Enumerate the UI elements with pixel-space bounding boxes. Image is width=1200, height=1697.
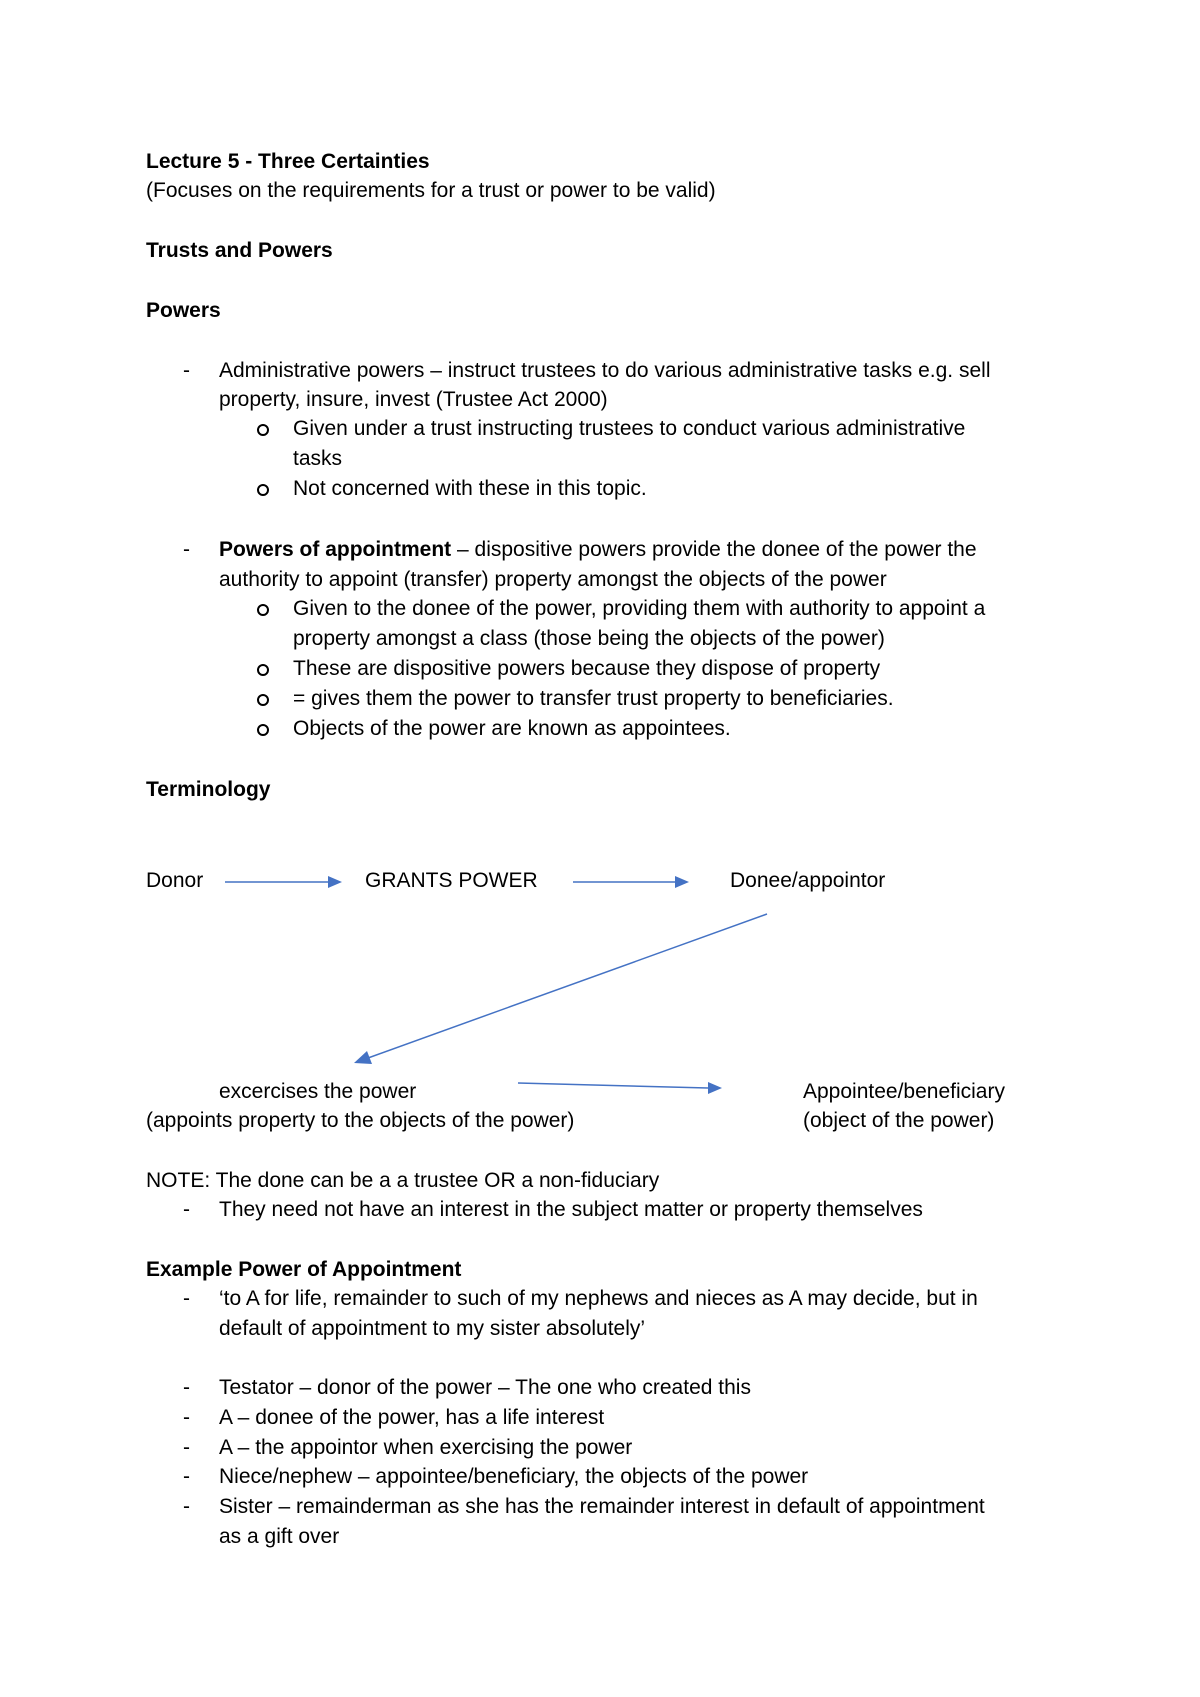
dash-bullet: - <box>183 1465 190 1488</box>
example-item-sister-line2: as a gift over <box>219 1525 340 1548</box>
example-item-niece-nephew: Niece/nephew – appointee/beneficiary, the objects of the power <box>219 1465 809 1488</box>
diagram-appointee-beneficiary: Appointee/beneficiary <box>803 1080 1005 1103</box>
arrow-exercises-to-appointee <box>518 1083 708 1088</box>
appointment-term: Powers of appointment <box>219 538 452 561</box>
diagram-exercises-subtext: (appoints property to the objects of the power) <box>146 1109 575 1132</box>
appointment-sub4: Objects of the power are known as appointees. <box>293 717 731 740</box>
arrowhead-icon <box>675 876 689 888</box>
diagram-donor: Donor <box>146 869 204 892</box>
dash-bullet: - <box>183 1495 190 1518</box>
admin-powers-line1: Administrative powers – instruct trustees to do various administrative tasks e.g. sell <box>219 359 991 382</box>
appointment-sub1-line1: Given to the donee of the power, providing them with authority to appoint a <box>293 597 986 620</box>
dash-bullet: - <box>183 359 190 382</box>
example-quote-line2: default of appointment to my sister absolutely’ <box>219 1317 646 1340</box>
dash-bullet: - <box>183 538 190 561</box>
appointment-line2: authority to appoint (transfer) property amongst the objects of the power <box>219 568 887 591</box>
appointment-sub1-line2: property amongst a class (those being the objects of the power) <box>293 627 885 650</box>
arrowhead-icon <box>708 1082 722 1094</box>
arrow-group <box>225 876 767 1094</box>
example-quote-line1: ‘to A for life, remainder to such of my nephews and nieces as A may decide, but in <box>219 1287 978 1310</box>
lecture-subtitle: (Focuses on the requirements for a trust or power to be valid) <box>146 179 716 202</box>
arrowhead-icon <box>354 1051 372 1064</box>
admin-sub1-line1: Given under a trust instructing trustees to conduct various administrative <box>293 417 966 440</box>
note-line: NOTE: The done can be a a trustee OR a non-fiduciary <box>146 1169 660 1192</box>
lecture-title: Lecture 5 - Three Certainties <box>146 150 430 173</box>
dash-bullet: - <box>183 1376 190 1399</box>
admin-powers-line2: property, insure, invest (Trustee Act 2000) <box>219 388 608 411</box>
admin-sub1-line2: tasks <box>293 447 343 470</box>
appointment-definition: – dispositive powers provide the donee of the power the <box>451 538 977 561</box>
diagram-grants-power: GRANTS POWER <box>365 869 538 892</box>
diagram-appointee-subtext: (object of the power) <box>803 1109 995 1132</box>
dash-bullet: - <box>183 1436 190 1459</box>
note-bullet: They need not have an interest in the subject matter or property themselves <box>219 1198 923 1221</box>
admin-sub2: Not concerned with these in this topic. <box>293 477 647 500</box>
dash-bullet: - <box>183 1287 190 1310</box>
arrowhead-icon <box>328 876 342 888</box>
heading-terminology: Terminology <box>146 778 271 801</box>
heading-trusts-and-powers: Trusts and Powers <box>146 239 333 262</box>
appointment-sub3: = gives them the power to transfer trust property to beneficiaries. <box>293 687 894 710</box>
dash-bullet: - <box>183 1406 190 1429</box>
heading-powers: Powers <box>146 299 221 322</box>
example-item-testator: Testator – donor of the power – The one who created this <box>219 1376 751 1399</box>
example-item-appointor: A – the appointor when exercising the power <box>219 1436 633 1459</box>
example-item-donee: A – donee of the power, has a life interest <box>219 1406 605 1429</box>
heading-example: Example Power of Appointment <box>146 1258 462 1281</box>
arrow-donee-to-exercises <box>368 914 767 1058</box>
diagram-donee-appointor: Donee/appointor <box>730 869 886 892</box>
appointment-sub2: These are dispositive powers because they dispose of property <box>293 657 881 680</box>
diagram-exercises-power: excercises the power <box>219 1080 417 1103</box>
example-item-sister-line1: Sister – remainderman as she has the remainder interest in default of appointment <box>219 1495 985 1518</box>
dash-bullet: - <box>183 1198 190 1221</box>
